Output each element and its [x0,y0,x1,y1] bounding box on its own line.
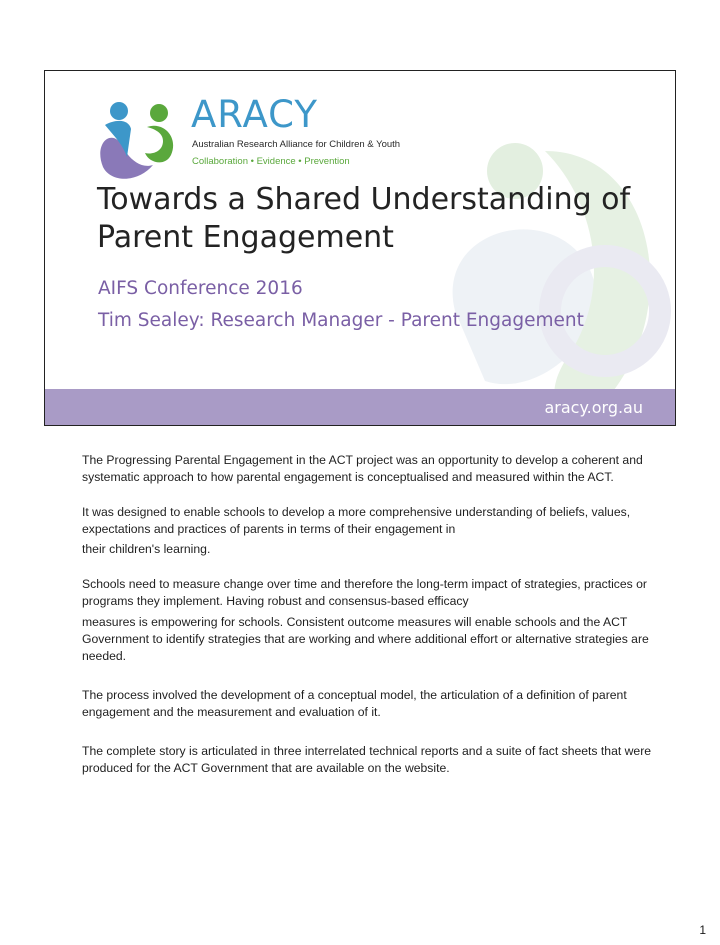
notes-paragraph-3-continued: measures is empowering for schools. Consistent outcome measures will enable schools and the ACT Government to identify strategies that are working and where additional effort or alternative strategies are needed. [82,615,649,663]
website-url: aracy.org.au [544,398,643,417]
slide-thumbnail [44,70,676,426]
brand-name: ARACY [191,93,318,136]
notes-paragraph-4: The process involved the development of a conceptual model, the articulation of a definition of parent engagement and the measurement and evaluation of it. [82,688,627,719]
notes-paragraph-1: The Progressing Parental Engagement in the ACT project was an opportunity to develop a coherent and systematic approach to how parental engagement is conceptualised and measured within the ACT. [82,453,643,484]
page-number: 1 [699,923,706,937]
background-figure-graphic [395,111,676,426]
brand-tagline: Collaboration • Evidence • Prevention [192,156,350,167]
notes-paragraph-2-continued: their children's learning. [82,542,211,556]
slide-subtitle-conference: AIFS Conference 2016 [98,278,303,299]
aracy-logo-icon [93,97,183,187]
brand-subtitle: Australian Research Alliance for Children & Youth [192,139,401,150]
notes-paragraph-2: It was designed to enable schools to develop a more comprehensive understanding of beliefs, values, expectations and practices of parents in terms of their engagement in [82,505,631,536]
notes-paragraph-3: Schools need to measure change over time and therefore the long-term impact of strategies, practices or programs they implement. Having robust and consensus-based efficacy [82,577,647,608]
speaker-notes [82,452,652,777]
slide-title: Towards a Shared Understanding of Parent Engagement [97,182,631,255]
notes-paragraph-5: The complete story is articulated in three interrelated technical reports and a suite of fact sheets that were produced for the ACT Government that are available on the website. [82,744,652,775]
slide-subtitle-presenter: Tim Sealey: Research Manager - Parent Engagement [98,310,584,331]
slide-footer-bar [45,389,675,425]
